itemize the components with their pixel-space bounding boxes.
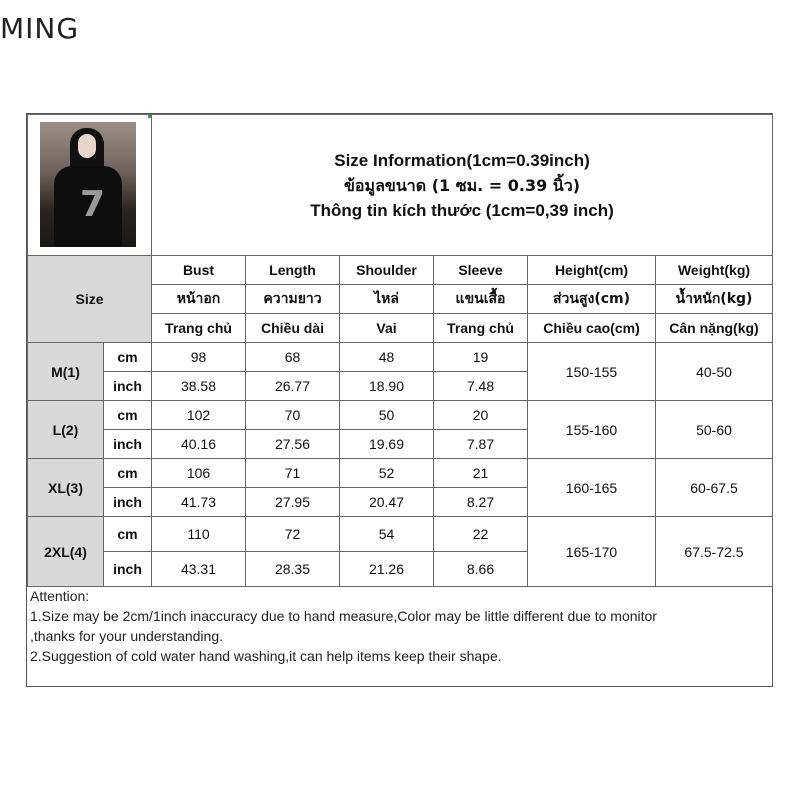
size-label: Size: [28, 256, 152, 343]
cell: 19: [434, 343, 528, 372]
size-name: 2XL(4): [28, 517, 104, 587]
unit-cm: cm: [104, 517, 152, 552]
weight-range: 50-60: [656, 401, 773, 459]
header-bust: Bust: [152, 256, 246, 285]
size-name: M(1): [28, 343, 104, 401]
size-chart: [26, 113, 773, 687]
header-vi: Chiều cao(cm): [528, 314, 656, 343]
title-th: ข้อมูลขนาด (1 ซม. = 0.39 นิ้ว): [343, 175, 581, 195]
cell: 27.56: [246, 430, 340, 459]
header-th: หน้าอก: [152, 285, 246, 314]
unit-inch: inch: [104, 372, 152, 401]
size-name: L(2): [28, 401, 104, 459]
cell: 43.31: [152, 552, 246, 587]
header-height: Height(cm): [528, 256, 656, 285]
unit-inch: inch: [104, 488, 152, 517]
height-range: 165-170: [528, 517, 656, 587]
cell: 27.95: [246, 488, 340, 517]
cell: 19.69: [340, 430, 434, 459]
cell: 8.27: [434, 488, 528, 517]
title-en: Size Information(1cm=0.39inch): [334, 150, 590, 170]
header-sleeve: Sleeve: [434, 256, 528, 285]
header-length: Length: [246, 256, 340, 285]
size-table: [27, 114, 773, 587]
weight-range: 67.5-72.5: [656, 517, 773, 587]
unit-inch: inch: [104, 430, 152, 459]
cell: 7.48: [434, 372, 528, 401]
cell: 102: [152, 401, 246, 430]
cell: 54: [340, 517, 434, 552]
header-vi: Chiều dài: [246, 314, 340, 343]
header-vi: Trang chủ: [434, 314, 528, 343]
attention-notes: [30, 586, 768, 666]
header-th: น้ำหนัก(kg): [656, 285, 773, 314]
header-th: ส่วนสูง(cm): [528, 285, 656, 314]
cell: 71: [246, 459, 340, 488]
weight-range: 40-50: [656, 343, 773, 401]
height-range: 160-165: [528, 459, 656, 517]
unit-cm: cm: [104, 459, 152, 488]
note-line: ,thanks for your understanding.: [30, 628, 224, 644]
header-th: แขนเสื้อ: [434, 285, 528, 314]
unit-cm: cm: [104, 401, 152, 430]
header-weight: Weight(kg): [656, 256, 773, 285]
title-vi: Thông tin kích thước (1cm=0,39 inch): [310, 200, 614, 220]
cell: 106: [152, 459, 246, 488]
cell: 40.16: [152, 430, 246, 459]
product-photo: [40, 122, 136, 247]
cell: 20.47: [340, 488, 434, 517]
header-th: ความยาว: [246, 285, 340, 314]
cell: 18.90: [340, 372, 434, 401]
height-range: 155-160: [528, 401, 656, 459]
cell: 8.66: [434, 552, 528, 587]
cell: 48: [340, 343, 434, 372]
weight-range: 60-67.5: [656, 459, 773, 517]
size-name: XL(3): [28, 459, 104, 517]
cell: 21: [434, 459, 528, 488]
header-th: ไหล่: [340, 285, 434, 314]
height-range: 150-155: [528, 343, 656, 401]
cell: 7.87: [434, 430, 528, 459]
cell: 21.26: [340, 552, 434, 587]
unit-inch: inch: [104, 552, 152, 587]
header-vi: Trang chủ: [152, 314, 246, 343]
header-shoulder: Shoulder: [340, 256, 434, 285]
note-line: 1.Size may be 2cm/1inch inaccuracy due to hand measure,Color may be little different due to monitor: [30, 608, 657, 624]
cell: 70: [246, 401, 340, 430]
note-line: 2.Suggestion of cold water hand washing,it can help items keep their shape.: [30, 648, 502, 664]
cell: 28.35: [246, 552, 340, 587]
title-cell: [152, 115, 773, 256]
header-vi: Vai: [340, 314, 434, 343]
product-photo-cell: [28, 115, 152, 256]
header-vi: Cân nặng(kg): [656, 314, 773, 343]
cell: 110: [152, 517, 246, 552]
cell: 38.58: [152, 372, 246, 401]
cell: 41.73: [152, 488, 246, 517]
brand-watermark: MING: [0, 12, 80, 45]
cell: 52: [340, 459, 434, 488]
cell: 26.77: [246, 372, 340, 401]
cell: 68: [246, 343, 340, 372]
attention-heading: Attention:: [30, 588, 90, 604]
unit-cm: cm: [104, 343, 152, 372]
cell: 72: [246, 517, 340, 552]
cell: 50: [340, 401, 434, 430]
cell: 98: [152, 343, 246, 372]
shirt-print: 7: [80, 184, 106, 225]
cell: 22: [434, 517, 528, 552]
cell: 20: [434, 401, 528, 430]
